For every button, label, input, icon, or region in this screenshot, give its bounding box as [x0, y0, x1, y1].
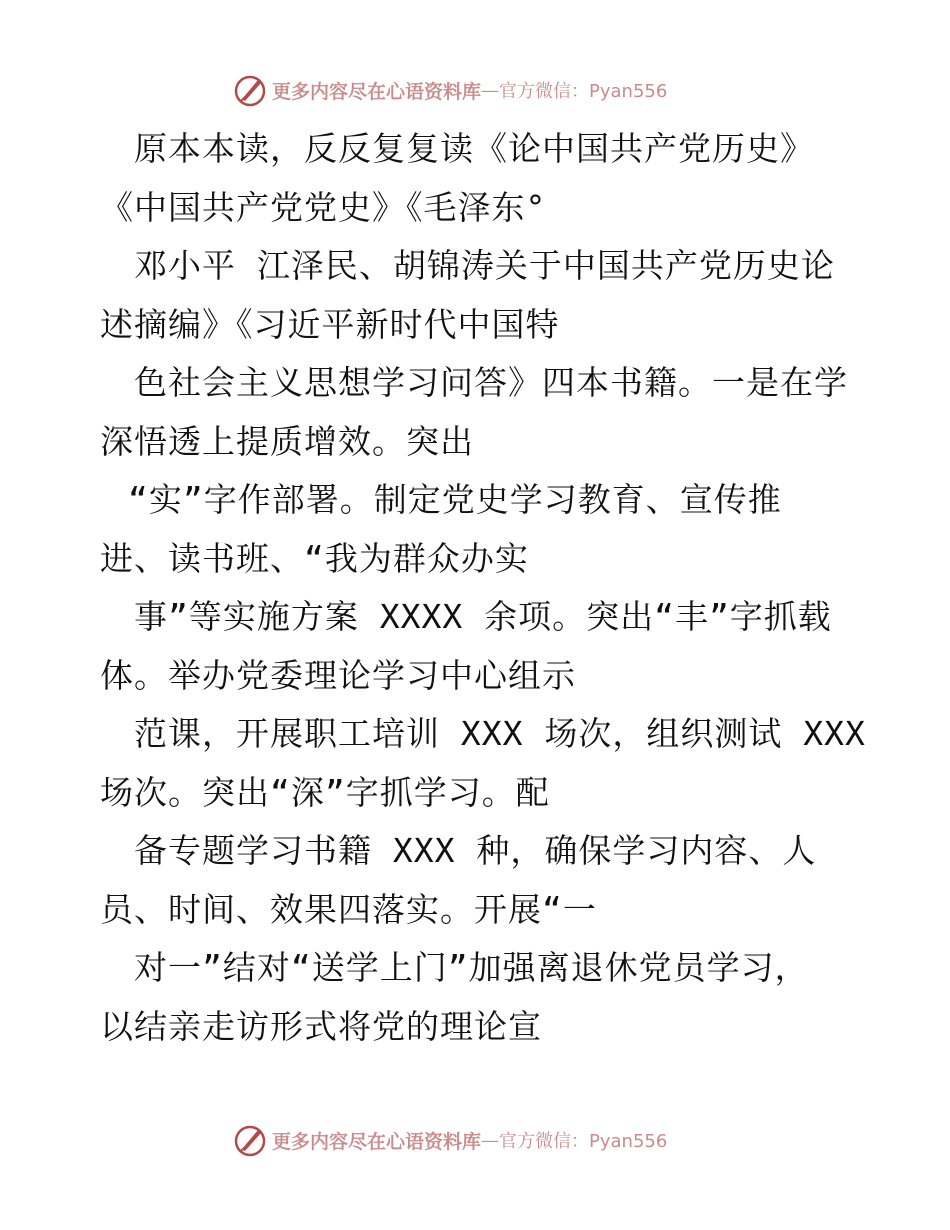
text-line: 色社会主义思想学习问答》四本书籍。一是在学: [134, 363, 848, 402]
quill-circle-logo-icon: [232, 72, 268, 108]
text-line: 《中国共产党党史》《毛泽东°: [100, 187, 547, 227]
header-banner-main: 更多内容尽在心语资料库: [272, 80, 482, 103]
text-line: 员、时间、效果四落实。开展“一: [100, 889, 597, 929]
footer-banner-dash: —: [481, 1129, 500, 1151]
header-banner-sub: 官方微信：Pyan556: [499, 81, 668, 102]
quill-circle-logo-icon: [232, 1122, 268, 1158]
header-banner: [232, 70, 752, 110]
footer-banner: [232, 1120, 752, 1160]
text-line: 场次。突出“深”字抓学习。配: [100, 772, 550, 812]
text-line: 深悟透上提质增效。突出: [100, 421, 474, 461]
text-line: 邓小平 江泽民、胡锦涛关于中国共产党历史论: [134, 246, 835, 285]
text-line: 述摘编》《习近平新时代中国特: [100, 304, 560, 344]
text-line: 以结亲走访形式将党的理论宣: [100, 1006, 542, 1046]
text-line: 范课，开展职工培训 XXX 场次，组织测试 XXX: [134, 714, 866, 753]
text-line: 备专题学习书籍 XXX 种，确保学习内容、人: [134, 831, 817, 870]
text-line: 原本本读，反反复复读《论中国共产党历史》: [134, 129, 814, 168]
text-line: 进、读书班、“我为群众办实: [100, 538, 529, 578]
text-line: 体。举办党委理论学习中心组示: [100, 655, 576, 695]
text-line: 事”等实施方案 XXXX 余项。突出“丰”字抓载: [134, 597, 832, 636]
text-line: “实”字作部署。制定党史学习教育、宣传推: [128, 480, 782, 519]
header-banner-dash: —: [481, 79, 500, 101]
body-text: [100, 120, 866, 1056]
footer-banner-main: 更多内容尽在心语资料库: [272, 1130, 482, 1153]
text-line: 对一”结对“送学上门”加强离退休党员学习，: [134, 948, 809, 987]
footer-banner-sub: 官方微信：Pyan556: [499, 1131, 668, 1152]
